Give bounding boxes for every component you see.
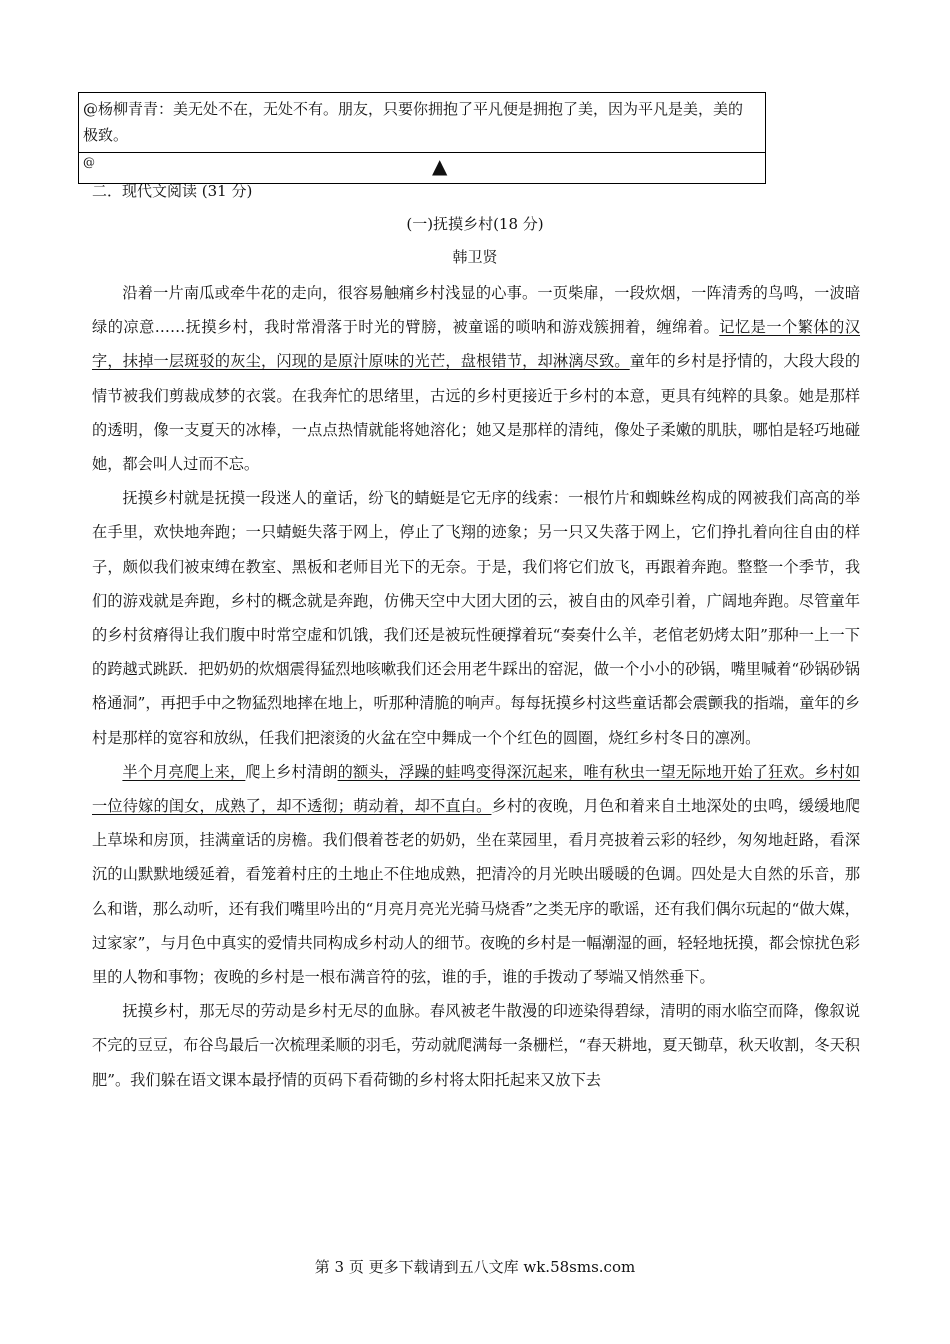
comment-text: @杨柳青青：美无处不在，无处不有。朋友，只要你拥抱了平凡便是拥抱了美，因为平凡是美，美的极致。: [79, 93, 765, 153]
triangle-icon: ▲: [432, 154, 448, 178]
paragraph-2: 抚摸乡村就是抚摸一段迷人的童话，纷飞的蜻蜓是它无序的线索：一根竹片和蜘蛛丝构成的网被我们高高的举在手里，欢快地奔跑；一只蜻蜓失落于网上，停止了飞翔的迹象；另一只又失落于网上，它们挣扎着向往自由的样子，颇似我们被束缚在教室、黑板和老师目光下的无奈。于是，我们将它们放飞，再跟着奔跑。整整一个季节，我们的游戏就是奔跑，乡村的概念就是奔跑，仿佛天空中大团大团的云，被自由的风牵引着，广阔地奔跑。尽管童年的乡村贫瘠得让我们腹中时常空虚和饥饿，我们还是被玩性硬撑着玩“奏奏什么羊，老倌老奶烤太阳”那种一上一下的跨越式跳跃．把奶奶的炊烟震得猛烈地咳嗽我们还会用老牛踩出的窑泥，做一个小小的砂锅，嘴里喊着“砂锅砂锅格通洞”，再把手中之物猛烈地摔在地上，听那种清脆的响声。每每抚摸乡村这些童话都会震颤我的指端，童年的乡村是那样的宽容和放纵，任我们把滚烫的火盆在空中舞成一个个红色的圆圈，烧红乡村冬日的凛冽。: [92, 489, 860, 747]
underlined-phrase-2b: 的额头，浮躁的蛙鸣变得深沉起来，唯有秋虫一望无际地开始了狂欢。乡村如一位待嫁的闺女，成熟了，却不透彻；萌动着，却不直白。: [92, 762, 861, 816]
page-footer: 第 3 页 更多下载请到五八文库 wk.58sms.com: [314, 1258, 636, 1276]
paragraph-4: 抚摸乡村，那无尽的劳动是乡村无尽的血脉。春风被老牛散漫的印迹染得碧绿，清明的雨水临空而降，像叙说不完的豆豆，布谷鸟最后一次梳理柔顺的羽毛，劳动就爬满每一条栅栏，“春天耕地，夏天锄草，秋天收割，冬天积肥”。我们躲在语文课本最抒情的页码下看荷锄的乡村将太阳托起来又放下去: [92, 1002, 860, 1089]
answer-row: [79, 153, 765, 183]
paragraph-1-part-b: 童年的乡村是抒情的，大段大段的情节被我们剪裁成梦的衣裳。在我奔忙的思绪里，古远的乡村更接近于乡村的本意，更具有纯粹的具象。她是那样的透明，像一支夏天的冰棒，一点点热情就能将她溶化；她又是那样的清纯，像处子柔嫩的肌肤，哪怕是轻巧地碰她，都会叫人过而不忘。: [92, 352, 861, 474]
article-body: [92, 276, 860, 1097]
paragraph-1: [92, 276, 860, 481]
underlined-phrase-2a: 半个月亮爬上来，: [122, 762, 246, 781]
underlined-sentence-1: 记忆是一个繁体的汉字，抹掉一层斑驳的灰尘，闪现的是原汁原味的光芒，盘根错节，却淋漓尽致。: [92, 318, 861, 371]
article-title: (一)抚摸乡村(18 分): [406, 215, 544, 233]
answer-at-sign: @: [83, 155, 95, 169]
paragraph-3: [92, 755, 860, 994]
paragraph-1-part-a: 沿着一片南瓜或牵牛花的走向，很容易触痛乡村浅显的心事。一页柴扉，一段炊烟，一阵清秀的鸟鸣，一波暗绿的凉意……抚摸乡村，我时常滑落于时光的臂膀，被童谣的唢呐和游戏簇拥着，缠绵着。: [92, 284, 860, 337]
comment-box: [78, 92, 766, 184]
section-heading: 二．现代文阅读 (31 分): [92, 182, 253, 200]
paragraph-3-middle: 爬上乡村清朗: [245, 762, 338, 781]
article-author: 韩卫贤: [452, 248, 498, 266]
paragraph-3-rest: 乡村的夜晚，月色和着来自土地深处的虫鸣，缓缓地爬上草垛和房顶，挂满童话的房檐。我们偎着苍老的奶奶，坐在菜园里，看月亮披着云彩的轻纱，匆匆地赶路，看深沉的山默默地缓延着，看笼着村庄的土地止不住地成熟，把清冷的月光映出暖暖的色调。四处是大自然的乐音，那么和谐，那么动听，还有我们嘴里吟出的“月亮月亮光光骑马烧香”之类无序的歌谣，还有我们偶尔玩起的“做大媒，过家家”，与月色中真实的爱情共同构成乡村动人的细节。夜晚的乡村是一幅潮湿的画，轻轻地抚摸，都会惊扰色彩里的人物和事物；夜晚的乡村是一根布满音符的弦，谁的手，谁的手拨动了琴端又悄然垂下。: [92, 797, 861, 987]
